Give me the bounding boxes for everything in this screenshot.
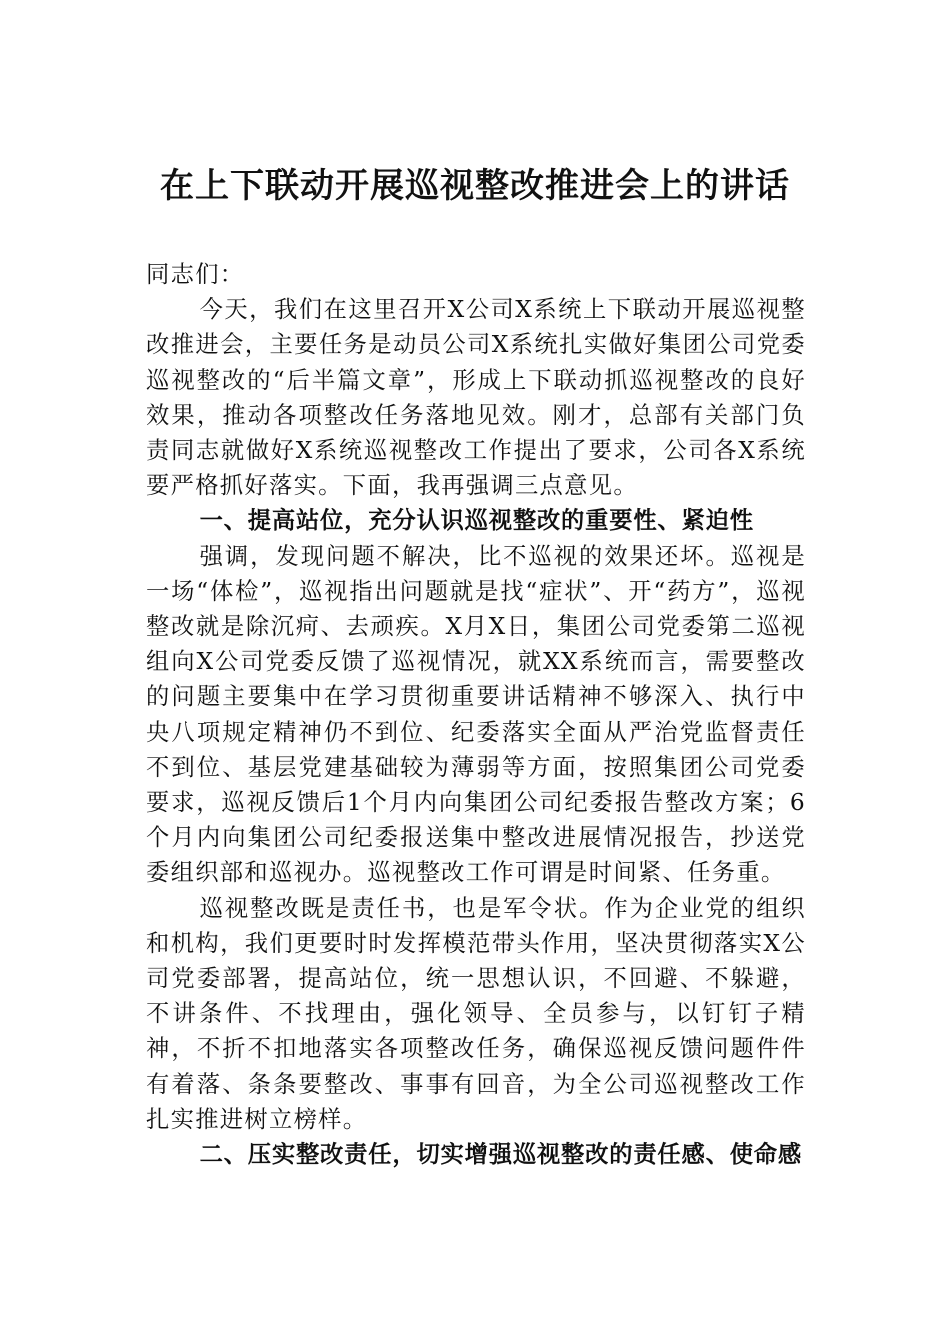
intro-paragraph: 今天，我们在这里召开X公司X系统上下联动开展巡视整改推进会，主要任务是动员公司X系统扎实做好集团公司党委巡视整改的“后半篇文章”，形成上下联动抓巡视整改的良好效果，推动各项整改任务落地见效。刚才，总部有关部门负责同志就做好X系统巡视整改工作提出了要求，公司各X系统要严格抓好落实。下面，我再强调三点意见。: [146, 296, 806, 500]
document-title: 在上下联动开展巡视整改推进会上的讲话: [160, 166, 790, 206]
salutation: 同志们：: [146, 261, 245, 288]
document-body: [146, 257, 806, 1172]
section-heading-2: 二、压实整改责任，切实增强巡视整改的责任感、使命感: [199, 1141, 802, 1169]
body-paragraph: 强调，发现问题不解决，比不巡视的效果还坏。巡视是一场“体检”，巡视指出问题就是找“症状”、开“药方”，巡视整改就是除沉疴、去顽疾。X月X日，集团公司党委第二巡视组向X公司党委反馈了巡视情况，就XX系统而言，需要整改的问题主要集中在学习贯彻重要讲话精神不够深入、执行中央八项规定精神仍不到位、纪委落实全面从严治党监督责任不到位、基层党建基础较为薄弱等方面，按照集团公司党委要求，巡视反馈后1个月内向集团公司纪委报告整改方案；6个月内向集团公司纪委报送集中整改进展情况报告，抄送党委组织部和巡视办。巡视整改工作可谓是时间紧、任务重。: [146, 542, 806, 887]
body-paragraph: 巡视整改既是责任书，也是军令状。作为企业党的组织和机构，我们更要时时发挥模范带头作用，坚决贯彻落实X公司党委部署，提高站位，统一思想认识，不回避、不躲避，不讲条件、不找理由，强化领导、全员参与，以钉钉子精神，不折不扣地落实各项整改任务，确保巡视反馈问题件件有着落、条条要整改、事事有回音，为全公司巡视整改工作扎实推进树立榜样。: [146, 894, 806, 1133]
section-heading-1: 一、提高站位，充分认识巡视整改的重要性、紧迫性: [199, 507, 754, 535]
